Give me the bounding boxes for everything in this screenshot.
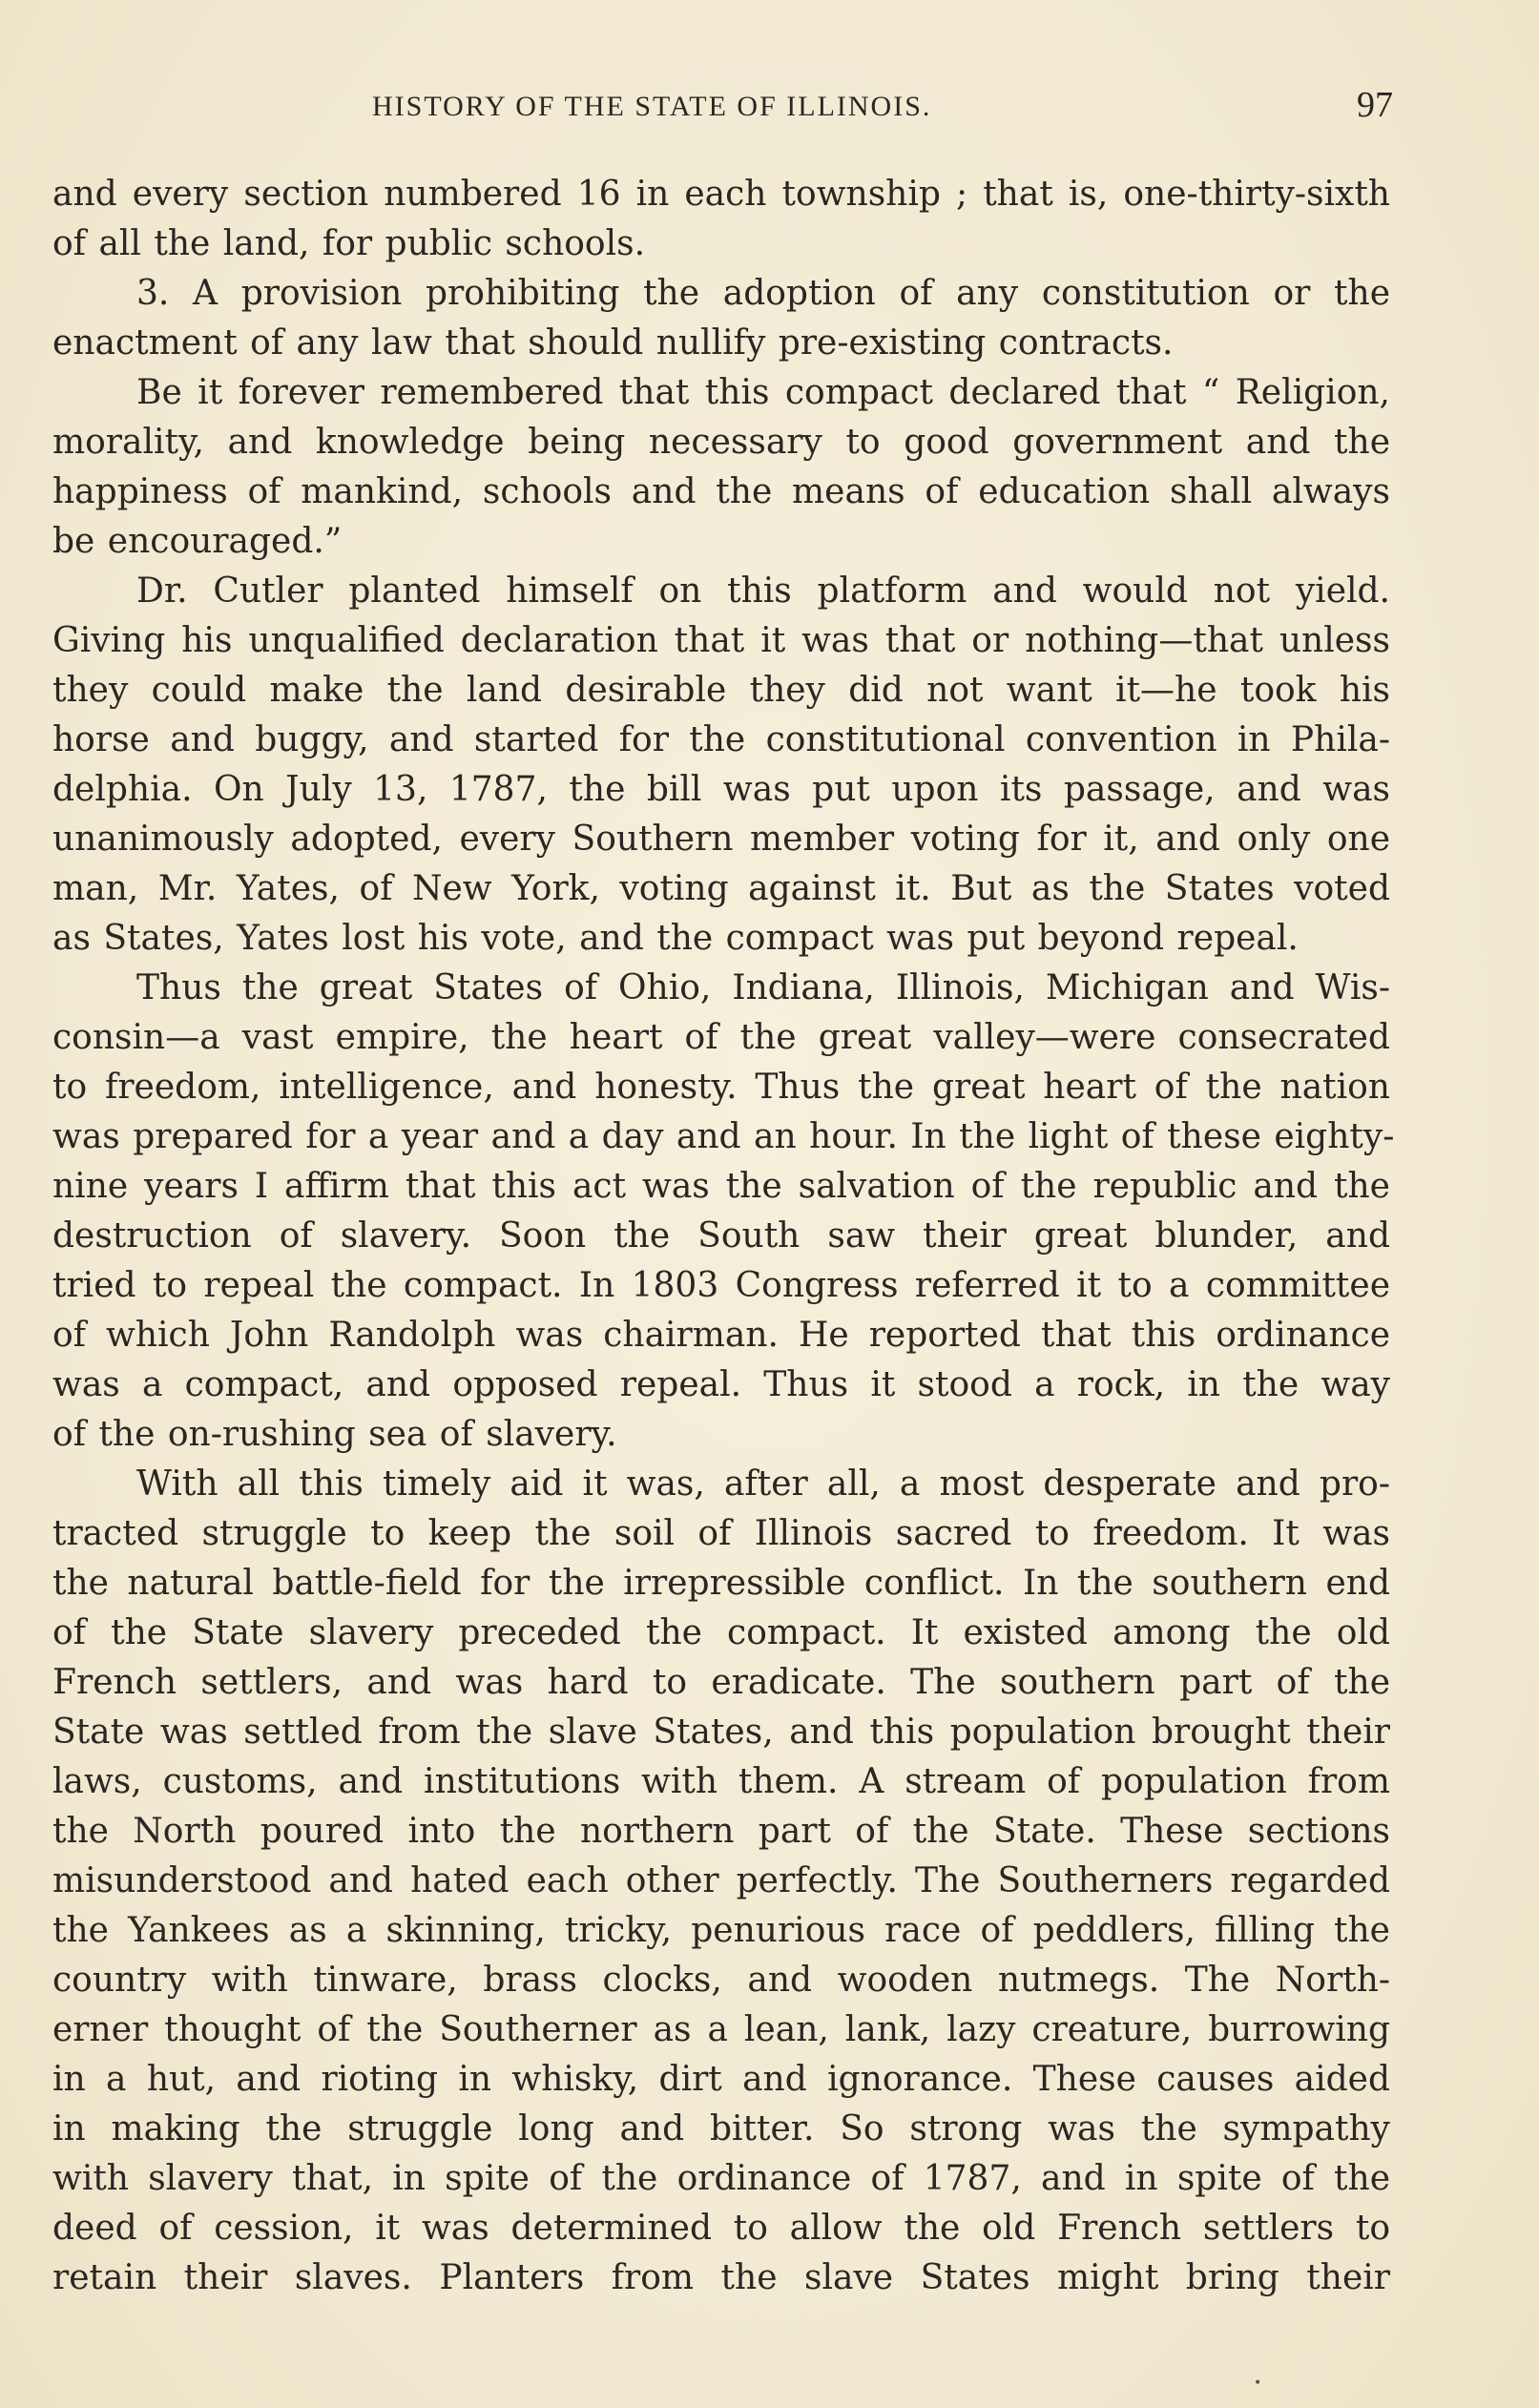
text-line: deed of cession, it was determined to allow the old French settlers to bbox=[52, 2209, 1390, 2248]
text-line: tracted struggle to keep the soil of Illinois sacred to freedom. It was bbox=[52, 1514, 1390, 1553]
text-line: the Yankees as a skinning, tricky, penurious race of peddlers, filling the bbox=[52, 1911, 1390, 1950]
text-line: Giving his unqualified declaration that it was that or nothing—that unless bbox=[52, 621, 1390, 660]
text-line: tried to repeal the compact. In 1803 Congress referred it to a committee bbox=[52, 1266, 1390, 1305]
page-number: 97 bbox=[1357, 85, 1393, 125]
text-line: misunderstood and hated each other perfectly. The Southerners regarded bbox=[52, 1861, 1390, 1900]
running-title: HISTORY OF THE STATE OF ILLINOIS. bbox=[372, 91, 932, 122]
text-line: the natural battle-field for the irrepressible conflict. In the southern end bbox=[52, 1564, 1390, 1603]
text-line: State was settled from the slave States, and this population brought their bbox=[52, 1713, 1390, 1752]
text-line: in a hut, and rioting in whisky, dirt and ignorance. These causes aided bbox=[52, 2060, 1390, 2099]
text-line: with slavery that, in spite of the ordinance of 1787, and in spite of the bbox=[52, 2159, 1390, 2198]
text-line: Be it forever remembered that this compact declared that “ Religion, bbox=[136, 373, 1390, 412]
print-speck: • bbox=[1254, 2376, 1262, 2391]
text-line: Dr. Cutler planted himself on this platform and would not yield. bbox=[136, 571, 1390, 611]
text-line: of the on-rushing sea of slavery. bbox=[52, 1415, 617, 1454]
text-line: was prepared for a year and a day and an hour. In the light of these eighty- bbox=[52, 1117, 1395, 1156]
text-line: happiness of mankind, schools and the means of education shall always bbox=[52, 472, 1390, 511]
text-line: of which John Randolph was chairman. He reported that this ordinance bbox=[52, 1316, 1390, 1355]
text-line: nine years I affirm that this act was the salvation of the republic and the bbox=[52, 1167, 1390, 1206]
body-text bbox=[52, 170, 1395, 2303]
text-line: retain their slaves. Planters from the slave States might bring their bbox=[52, 2258, 1390, 2297]
text-line: man, Mr. Yates, of New York, voting against it. But as the States voted bbox=[52, 869, 1390, 908]
text-line: laws, customs, and institutions with them. A stream of population from bbox=[52, 1762, 1390, 1801]
text-line: the North poured into the northern part of the State. These sections bbox=[52, 1812, 1390, 1851]
text-line: Thus the great States of Ohio, Indiana, Illinois, Michigan and Wis- bbox=[136, 968, 1390, 1007]
text-line: morality, and knowledge being necessary to good government and the bbox=[52, 423, 1390, 462]
text-line: in making the struggle long and bitter. So strong was the sympathy bbox=[52, 2109, 1390, 2149]
text-line: and every section numbered 16 in each township ; that is, one-thirty-sixth bbox=[52, 175, 1390, 214]
text-line: erner thought of the Southerner as a lean, lank, lazy creature, burrowing bbox=[52, 2010, 1390, 2049]
text-line: as States, Yates lost his vote, and the compact was put beyond repeal. bbox=[52, 919, 1299, 958]
text-line: consin—a vast empire, the heart of the great valley—were consecrated bbox=[52, 1018, 1390, 1057]
text-line: be encouraged.” bbox=[52, 522, 343, 561]
text-line: of all the land, for public schools. bbox=[52, 224, 646, 263]
text-line: they could make the land desirable they did not want it—he took his bbox=[52, 671, 1390, 710]
text-line: enactment of any law that should nullify pre-existing contracts. bbox=[52, 323, 1174, 363]
page-header bbox=[372, 85, 1393, 126]
text-line: horse and buggy, and started for the constitutional convention in Phila- bbox=[52, 720, 1390, 759]
text-line: destruction of slavery. Soon the South saw their great blunder, and bbox=[52, 1216, 1390, 1256]
text-line: unanimously adopted, every Southern member voting for it, and only one bbox=[52, 820, 1390, 859]
text-line: country with tinware, brass clocks, and wooden nutmegs. The North- bbox=[52, 1961, 1390, 2000]
text-line: 3. A provision prohibiting the adoption of any constitution or the bbox=[136, 274, 1390, 313]
text-line: to freedom, intelligence, and honesty. Thus the great heart of the nation bbox=[52, 1068, 1390, 1107]
text-line: was a compact, and opposed repeal. Thus it stood a rock, in the way bbox=[52, 1365, 1390, 1404]
text-line: French settlers, and was hard to eradicate. The southern part of the bbox=[52, 1663, 1390, 1702]
text-line: With all this timely aid it was, after all, a most desperate and pro- bbox=[136, 1464, 1390, 1504]
text-line: delphia. On July 13, 1787, the bill was put upon its passage, and was bbox=[52, 770, 1390, 809]
text-line: of the State slavery preceded the compact. It existed among the old bbox=[52, 1613, 1390, 1652]
